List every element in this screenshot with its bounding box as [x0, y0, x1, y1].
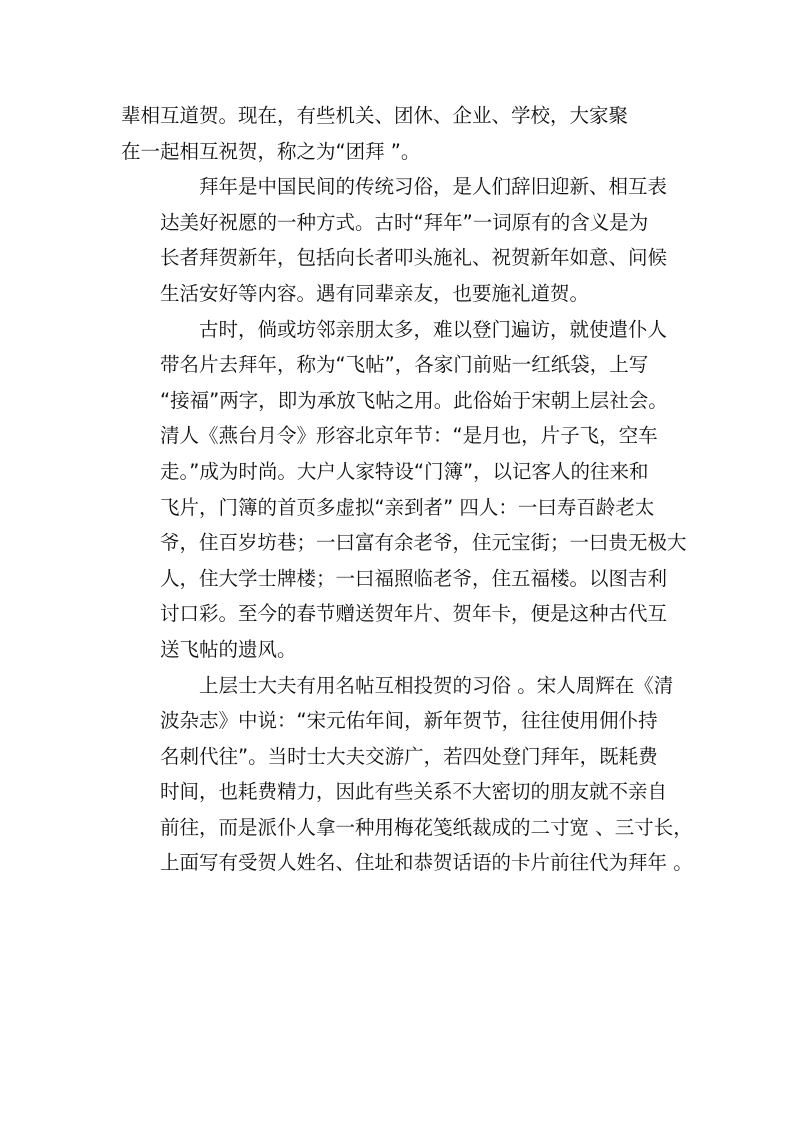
text-line: 达美好祝愿的一种方式。古时“拜年”一词原有的含义是为 — [160, 210, 649, 234]
text-line: “接福”两字，即为承放飞帖之用。此俗始于宋朝上层社会。 — [160, 388, 668, 412]
text-line: 波杂志》中说：“宋元佑年间，新年贺节，往往使用佣仆持 — [160, 709, 658, 733]
text-line: 前往，而是派仆人拿一种用梅花笺纸裁成的二寸宽 、三寸长， — [160, 815, 693, 839]
body-text — [121, 98, 693, 881]
paragraph-1 — [121, 98, 673, 169]
text-line: 飞片，门簿的首页多虚拟“亲到者” 四人：一曰寿百龄老太 — [160, 495, 655, 519]
text-line: 送飞帖的遗风。 — [160, 637, 297, 661]
text-line: 拜年是中国民间的传统习俗，是人们辞旧迎新、相互表 — [199, 175, 668, 199]
paragraph-3 — [121, 312, 687, 668]
text-line: 走。”成为时尚。大户人家特设“门簿”，以记客人的往来和 — [160, 459, 649, 483]
text-line: 上面写有受贺人姓名、住址和恭贺话语的卡片前往代为拜年 。 — [160, 851, 693, 875]
text-line: 辈相互道贺。现在，有些机关、团休、企业、学校，大家聚 — [121, 104, 629, 127]
paragraph-2 — [121, 169, 673, 311]
text-line: 清人《燕台月令》形容北京年节：“是月也，片子飞，空车 — [160, 424, 658, 448]
text-line: 古时，倘或坊邻亲朋太多，难以登门遍访，就使遣仆人 — [199, 317, 668, 341]
text-line: 上层士大夫有用名帖互相投贺的习俗 。宋人周辉在《清 — [199, 673, 674, 697]
paragraph-4 — [121, 668, 693, 882]
text-line: 长者拜贺新年，包括向长者叩头施礼、祝贺新年如意、问候 — [160, 246, 668, 270]
text-line: 时间，也耗费精力，因此有些关系不大密切的朋友就不亲自 — [160, 780, 668, 804]
text-line: 生活安好等内容。遇有同辈亲友，也要施礼道贺。 — [160, 281, 590, 305]
text-line: 带名片去拜年，称为“飞帖”，各家门前贴一红纸袋，上写 — [160, 353, 649, 377]
text-line: 在一起相互祝贺，称之为“团拜 ”。 — [121, 139, 421, 163]
text-line: 名刺代往”。当时士大夫交游广，若四处登门拜年，既耗费 — [160, 744, 658, 768]
text-line: 爷，住百岁坊巷；一曰富有余老爷，住元宝街；一曰贵无极大 — [160, 531, 687, 555]
text-line: 人，住大学士牌楼；一曰福照临老爷，住五福楼。以图吉利 — [160, 566, 668, 590]
text-line: 讨口彩。至今的春节赠送贺年片、贺年卡，便是这种古代互 — [160, 602, 668, 626]
